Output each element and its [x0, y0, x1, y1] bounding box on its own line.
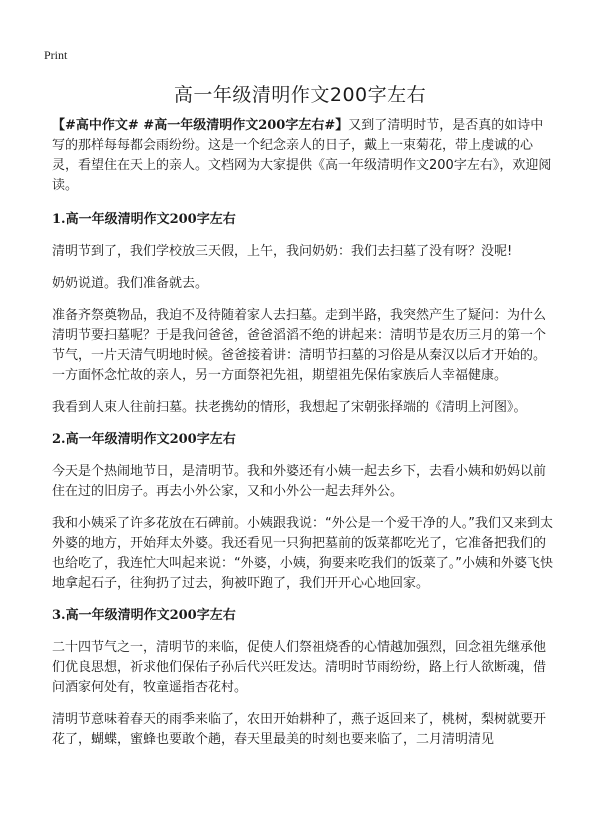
intro-tags[interactable]: 【#高中作文# #高一年级清明作文200字左右#】 — [52, 118, 349, 133]
section-heading: 1.高一年级清明作文200字左右 — [52, 212, 236, 227]
paragraph: 我看到人束人往前扫墓。扶老携幼的情形，我想起了宋朝张择端的《清明上河图》。 — [52, 400, 527, 415]
article-body — [52, 116, 556, 762]
paragraph: 今天是个热闹地节日，是清明节。我和外婆还有小姨一起去乡下，去看小姨和奶妈以前住在过的旧房子。再去小外公家，又和小外公一起去拜外公。 — [52, 464, 547, 499]
section-1 — [52, 210, 556, 418]
paragraph: 准备齐祭奠物品，我迫不及待随着家人去扫墓。走到半路，我突然产生了疑问：为什么清明节要扫墓呢？于是我问爸爸，爸爸滔滔不绝的讲起来：清明节是农历三月的第一个节气，一片天清气明地时候。爸爸接着讲：清明节扫墓的习俗是从秦汉以后才开始的。一方面怀念忙故的亲人，另一方面祭祀先祖，期望祖先保佑家族后人幸福健康。 — [52, 308, 547, 383]
paragraph: 二十四节气之一，清明节的来临，促使人们祭祖烧香的心情越加强烈，回念祖先继承他们优良思想，祈求他们保佑子孙后代兴旺发达。清明时节雨纷纷，路上行人欲断魂，借问酒家何处有，牧童遥指杏花村。 — [52, 640, 547, 695]
intro-text: 又到了清明时节，是否真的如诗中写的那样每每都会雨纷纷。这是一个纪念亲人的日子，戴上一束菊花，带上虔诚的心灵，看望住在天上的亲人。文档网为大家提供《高一年级清明作文200字左右》，欢迎阅读。 — [52, 118, 552, 193]
paragraph: 我和小姨采了许多花放在石碑前。小姨跟我说：“外公是一个爱干净的人。”我们又来到太外婆的地方，开始拜太外婆。我还看见一只狗把墓前的饭菜都吃光了，它准备把我们的也给吃了，我连忙大叫起来说：“外婆，小姨，狗要来吃我们的饭菜了。”小姨和外婆飞快地拿起石子，往狗扔了过去，狗被吓跑了，我们开开心心地回家。 — [52, 516, 553, 591]
print-link[interactable]: Print — [44, 48, 68, 62]
section-3 — [52, 606, 556, 750]
section-2 — [52, 430, 556, 594]
paragraph: 清明节到了，我们学校放三天假，上午，我问奶奶：我们去扫墓了没有呀？没呢! — [52, 244, 513, 259]
paragraph: 奶奶说道。我们准备就去。 — [52, 276, 209, 291]
paragraph: 清明节意味着春天的雨季来临了，农田开始耕种了，燕子返回来了，桃树，梨树就要开花了，蝴蝶，蜜蜂也要敢个趟，春天里最美的时刻也要来临了，二月清明清见 — [52, 712, 547, 747]
intro-paragraph — [52, 116, 556, 196]
section-heading: 3.高一年级清明作文200字左右 — [52, 608, 236, 623]
page-title: 高一年级清明作文200字左右 — [173, 84, 427, 106]
section-heading: 2.高一年级清明作文200字左右 — [52, 432, 236, 447]
